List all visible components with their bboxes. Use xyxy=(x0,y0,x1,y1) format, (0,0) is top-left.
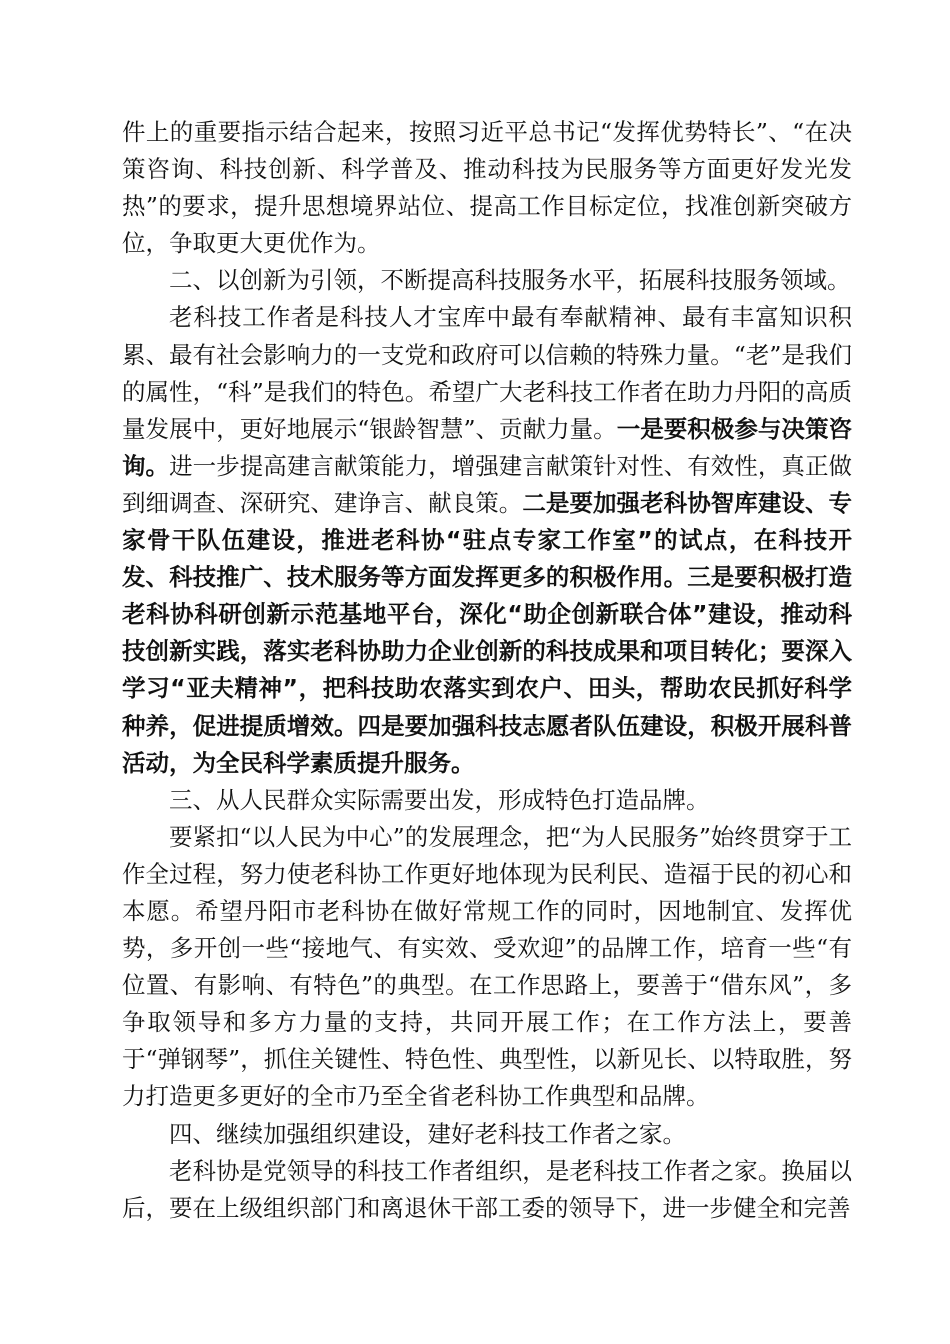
heading-text: 三、从人民群众实际需要出发，形成特色打造品牌。 xyxy=(169,785,710,814)
paragraph-body xyxy=(122,1153,852,1227)
section-heading-3 xyxy=(122,782,852,819)
bold-text-segment: 一是要积极参与决策咨询。 xyxy=(122,414,852,480)
paragraph-continuation xyxy=(122,114,852,262)
text-segment: 要紧扣“以人民为中心”的发展理念，把“为人民服务”始终贯穿于工作全过程，努力使老科协工作更好地体现为民利民、造福于民的初心和本愿。希望丹阳市老科协在做好常规工作的同时，因地制宜、发挥优势，多开创一些“接地气、有实效、受欢迎”的品牌工作，培育一些“有位置、有影响、有特色”的典型。在工作思路上，要善于“借东风”，多争取领导和多方力量的支持，共同开展工作；在工作方法上，要善于“弹钢琴”，抓住关键性、特色性、典型性，以新见长、以特取胜，努力打造更多更好的全市乃至全省老科协工作典型和品牌。 xyxy=(122,822,852,1111)
text-segment: 老科技工作者是科技人才宝库中最有奉献精神、最有丰富知识积累、最有社会影响力的一支党和政府可以信赖的特殊力量。“老”是我们的属性，“科”是我们的特色。希望广大老科技工作者在助力丹阳的高质量发展中，更好地展示“银龄智慧”、贡献力量。 xyxy=(122,303,852,443)
section-heading-4 xyxy=(122,1116,852,1153)
heading-text: 二、以创新为引领，不断提高科技服务水平，拓展科技服务领域。 xyxy=(169,266,851,295)
text-segment: 进一步提高建言献策能力，增强建言献策针对性、有效性，真正做到细调查、深研究、建诤言、献良策。 xyxy=(122,451,853,517)
paragraph-body xyxy=(122,299,852,781)
bold-text-segment: 二是要加强老科协智库建设、专家骨干队伍建设，推进老科协“驻点专家工作室”的试点，在科技开发、科技推广、技术服务等方面发挥更多的积极作用。三是要积极打造老科协科研创新示范基地平台，深化“助企创新联合体”建设，推动科技创新实践，落实老科协助力企业创新的科技成果和项目转化；要深入学习“亚夫精神”，把科技助农落实到农户、田头，帮助农民抓好科学种养，促进提质增效。四是要加强科技志愿者队伍建设，积极开展科普活动，为全民科学素质提升服务。 xyxy=(122,488,853,777)
section-heading-2 xyxy=(122,262,852,299)
document-body xyxy=(122,114,852,1227)
text-segment: 老科协是党领导的科技工作者组织，是老科技工作者之家。换届以后，要在上级组织部门和离退休干部工委的领导下，进一步健全和完善 xyxy=(122,1156,852,1222)
text-segment: 件上的重要指示结合起来，按照习近平总书记“发挥优势特长”、“在决策咨询、科技创新、科学普及、推动科技为民服务等方面更好发光发热”的要求，提升思想境界站位、提高工作目标定位，找准创新突破方位，争取更大更优作为。 xyxy=(122,118,852,258)
heading-text: 四、继续加强组织建设，建好老科技工作者之家。 xyxy=(169,1119,686,1148)
paragraph-body xyxy=(122,819,852,1116)
